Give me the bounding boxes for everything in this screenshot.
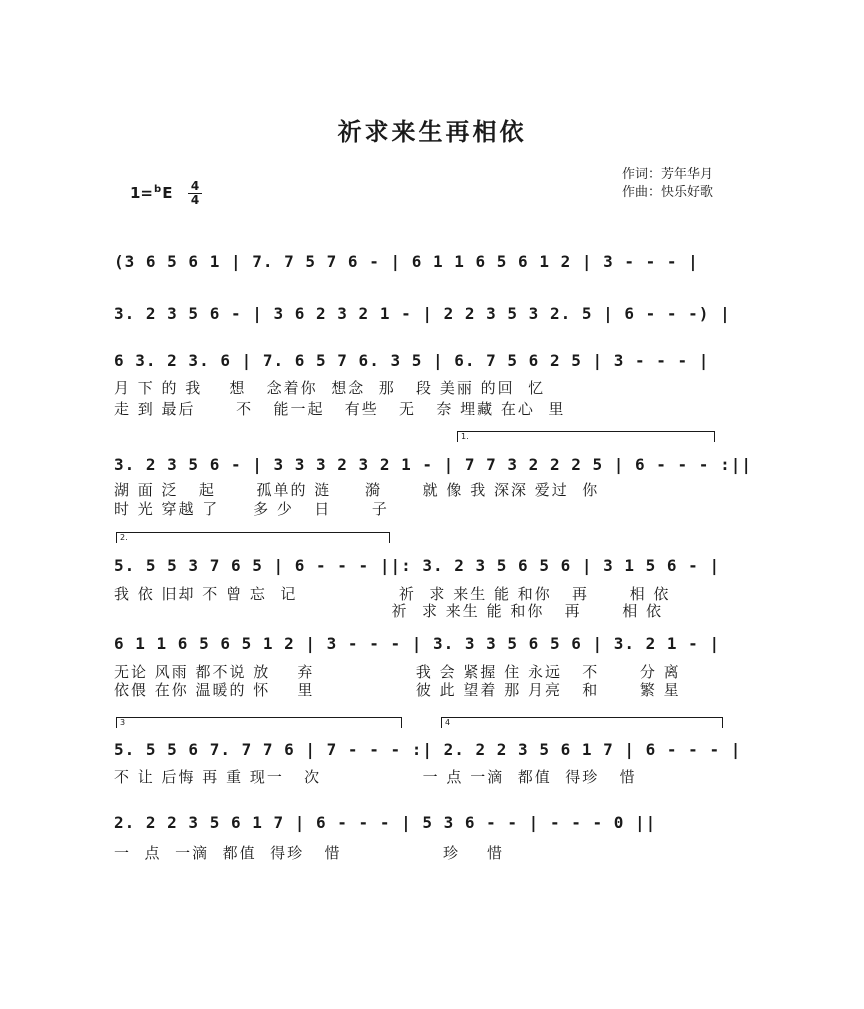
lyric-line: 湖 面 泛 起 孤单的 涟 漪 就 像 我 深深 爱过 你 — [114, 481, 600, 499]
lyric-line: 不 让 后悔 再 重 现一 次 一 点 一滴 都值 得珍 惜 — [114, 768, 637, 786]
staff-row: 6 3. 2 3. 6 | 7. 6 5 7 6. 3 5 | 6. 7 5 6 2 5 | 3 - - - | — [114, 351, 710, 370]
lyric-line: 依偎 在你 温暖的 怀 里 彼 此 望着 那 月亮 和 繁 星 — [114, 681, 681, 699]
lyric-line: 我 依 旧却 不 曾 忘 记 祈 求 来生 能 和你 再 相 依 — [114, 585, 671, 603]
volta-bracket: 2. — [116, 532, 390, 543]
lyric-line: 时 光 穿越 了 多 少 日 子 — [114, 500, 389, 518]
key-signature: 1=$^b$E — [130, 184, 173, 202]
flat-sign: b — [154, 184, 162, 195]
staff-row: 5. 5 5 6 7. 7 7 6 | 7 - - - :| 2. 2 2 3 5 6 1 7 | 6 - - - | — [114, 740, 742, 759]
staff-row: 3. 2 3 5 6 - | 3 6 2 3 2 1 - | 2 2 3 5 3 2. 5 | 6 - - -) | — [114, 304, 731, 323]
page-title: 祈求来生再相依 — [337, 118, 527, 146]
lyric-line: 月 下 的 我 想 念着你 想念 那 段 美丽 的回 忆 — [114, 379, 546, 397]
lyric-line: 一 点 一滴 都值 得珍 惜 珍 惜 — [114, 844, 505, 862]
time-signature: 4 4 — [188, 181, 202, 206]
lyric-line: 无论 风雨 都不说 放 弃 我 会 紧握 住 永远 不 分 离 — [114, 663, 681, 681]
lyric-line: 祈 求 来生 能 和你 再 相 依 — [114, 602, 664, 620]
lyric-line: 走 到 最后 不 能一起 有些 无 奈 埋藏 在心 里 — [114, 400, 566, 418]
staff-row: 3. 2 3 5 6 - | 3 3 3 2 3 2 1 - | 7 7 3 2 2 2 5 | 6 - - - :|| — [114, 455, 752, 474]
credits — [622, 166, 713, 202]
staff-row: 6 1 1 6 5 6 5 1 2 | 3 - - - | 3. 3 3 5 6 5 6 | 3. 2 1 - | — [114, 634, 721, 653]
volta-bracket: 1. — [457, 431, 715, 442]
staff-row: 2. 2 2 3 5 6 1 7 | 6 - - - | 5 3 6 - - | - - - 0 || — [114, 813, 657, 832]
lyricist: 作词：芳年华月 — [622, 167, 714, 182]
volta-bracket: 3 — [116, 717, 402, 728]
staff-row: (3 6 5 6 1 | 7. 7 5 7 6 - | 6 1 1 6 5 6 1 2 | 3 - - - | — [114, 252, 699, 271]
volta-bracket: 4 — [441, 717, 723, 728]
composer: 作曲：快乐好歌 — [622, 185, 714, 200]
staff-row: 5. 5 5 3 7 6 5 | 6 - - - ||: 3. 2 3 5 6 5 6 | 3 1 5 6 - | — [114, 556, 721, 575]
